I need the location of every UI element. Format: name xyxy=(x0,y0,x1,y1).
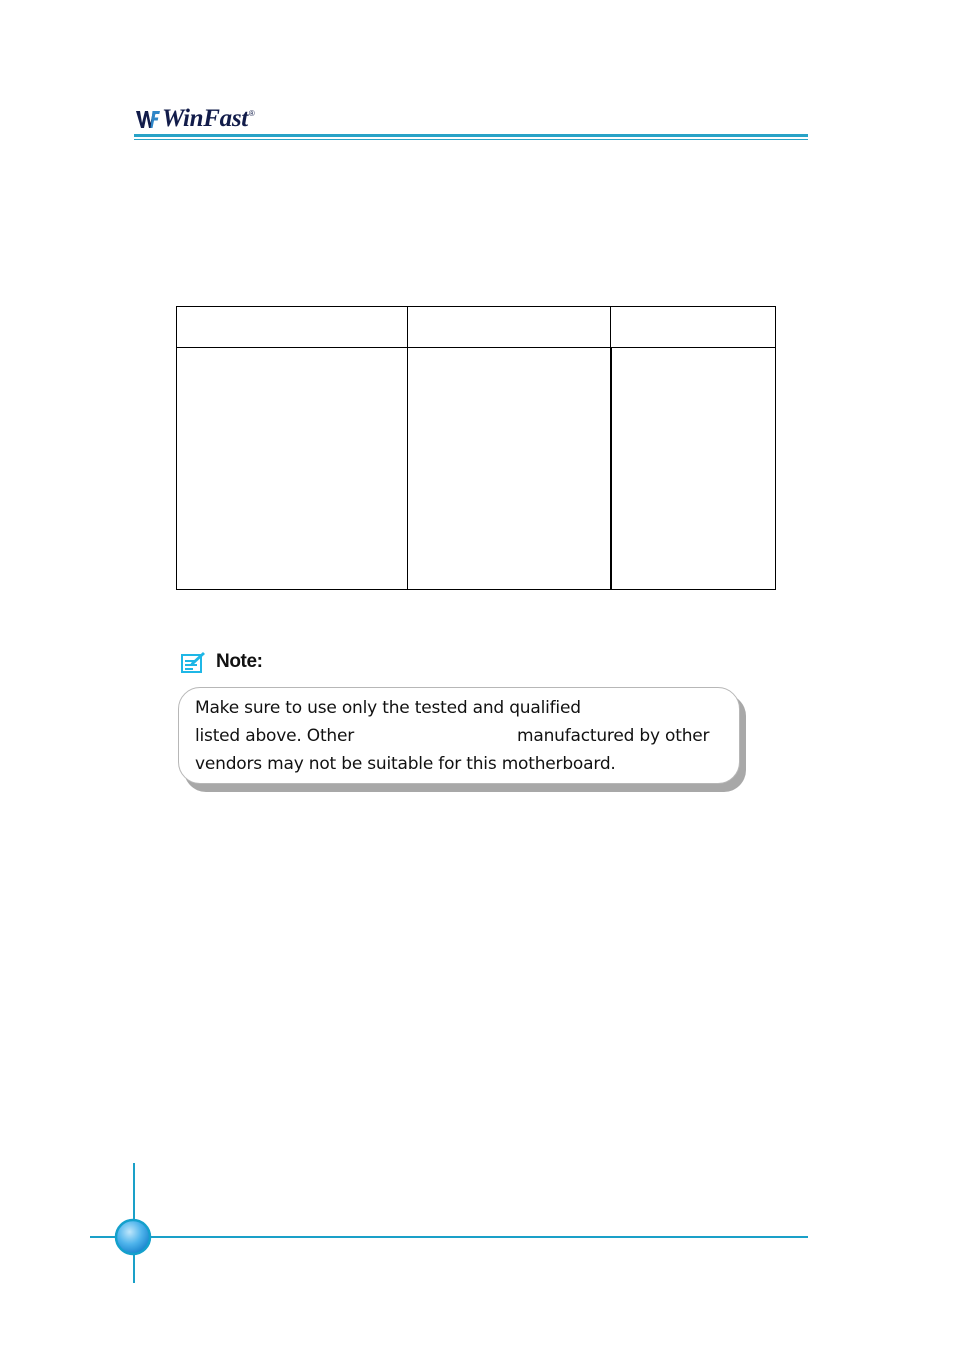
table-cell xyxy=(408,348,611,590)
note-text-line: Make sure to use only the tested and qualified xyxy=(195,698,581,718)
footer-rule xyxy=(150,1236,808,1238)
brand-name: WinFast xyxy=(162,105,248,132)
note-text-line: vendors may not be suitable for this motherboard. xyxy=(195,754,616,774)
note-text-line: listed above. Other xyxy=(195,726,355,746)
note-header xyxy=(181,651,263,673)
table-cell xyxy=(611,348,776,590)
table-header-cell xyxy=(611,307,776,348)
table-row xyxy=(177,348,776,590)
header-rule-secondary xyxy=(134,139,808,140)
blue-circle-icon xyxy=(114,1218,152,1256)
table-header-cell xyxy=(177,307,408,348)
wf-logo-icon xyxy=(136,108,160,130)
note-text-line: manufactured by other xyxy=(517,726,710,746)
table-header-row xyxy=(177,307,776,348)
pencil-note-icon xyxy=(181,651,206,673)
spec-table xyxy=(176,306,776,590)
table-header-cell xyxy=(408,307,611,348)
header-logo xyxy=(136,104,255,134)
note-title: Note: xyxy=(216,651,263,672)
table-cell xyxy=(177,348,408,590)
registered-mark: ® xyxy=(248,109,255,118)
header-rule xyxy=(134,134,808,137)
